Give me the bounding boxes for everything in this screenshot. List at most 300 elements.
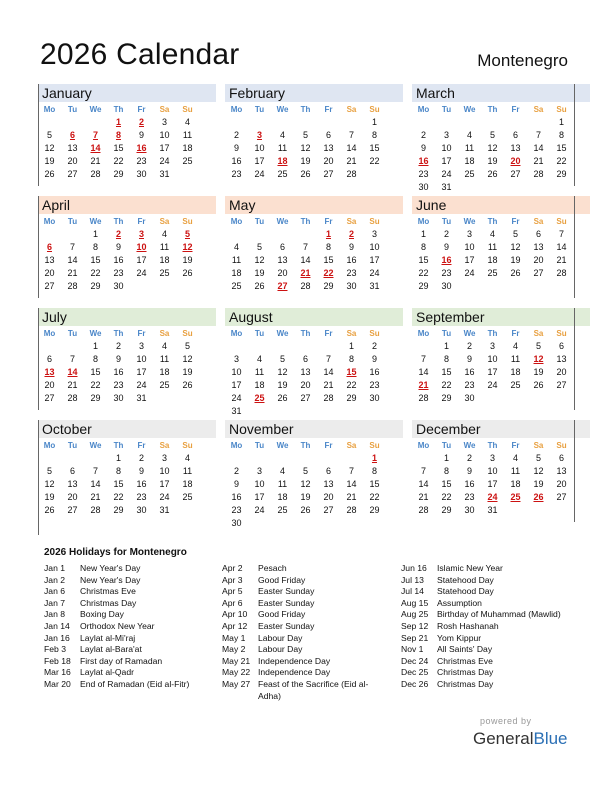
- day-cell[interactable]: 29: [113, 505, 124, 515]
- day-cell[interactable]: 22: [556, 156, 567, 166]
- day-cell[interactable]: 2: [466, 453, 472, 463]
- day-cell[interactable]: 26: [510, 268, 521, 278]
- holiday-day[interactable]: 14: [67, 367, 78, 377]
- day-cell[interactable]: 23: [418, 169, 429, 179]
- day-cell[interactable]: 9: [115, 242, 121, 252]
- day-cell[interactable]: 2: [115, 341, 121, 351]
- day-cell[interactable]: 14: [418, 367, 429, 377]
- day-cell[interactable]: 31: [136, 393, 147, 403]
- day-cell[interactable]: 15: [441, 479, 452, 489]
- day-cell[interactable]: 28: [67, 281, 78, 291]
- day-cell[interactable]: 30: [136, 169, 147, 179]
- day-cell[interactable]: 1: [92, 229, 98, 239]
- day-cell[interactable]: 22: [441, 380, 452, 390]
- day-cell[interactable]: 12: [510, 242, 521, 252]
- day-cell[interactable]: 2: [443, 229, 449, 239]
- day-cell[interactable]: 3: [489, 341, 495, 351]
- day-cell[interactable]: 18: [277, 492, 288, 502]
- day-cell[interactable]: 24: [159, 156, 170, 166]
- day-cell[interactable]: 26: [487, 169, 498, 179]
- day-cell[interactable]: 28: [346, 169, 357, 179]
- day-cell[interactable]: 22: [113, 156, 124, 166]
- day-cell[interactable]: 24: [369, 268, 380, 278]
- day-cell[interactable]: 29: [323, 281, 334, 291]
- day-cell[interactable]: 27: [67, 505, 78, 515]
- day-cell[interactable]: 4: [489, 229, 495, 239]
- day-cell[interactable]: 23: [136, 492, 147, 502]
- day-cell[interactable]: 23: [464, 492, 475, 502]
- day-cell[interactable]: 10: [254, 143, 265, 153]
- day-cell[interactable]: 19: [510, 255, 521, 265]
- day-cell[interactable]: 17: [136, 255, 147, 265]
- day-cell[interactable]: 16: [346, 255, 357, 265]
- day-cell[interactable]: 28: [67, 393, 78, 403]
- day-cell[interactable]: 30: [346, 281, 357, 291]
- day-cell[interactable]: 23: [231, 169, 242, 179]
- day-cell[interactable]: 30: [136, 505, 147, 515]
- day-cell[interactable]: 25: [159, 380, 170, 390]
- day-cell[interactable]: 10: [464, 242, 475, 252]
- day-cell[interactable]: 28: [533, 169, 544, 179]
- day-cell[interactable]: 4: [279, 466, 285, 476]
- holiday-day[interactable]: 15: [346, 367, 357, 377]
- day-cell[interactable]: 19: [44, 156, 55, 166]
- day-cell[interactable]: 26: [254, 281, 265, 291]
- holiday-day[interactable]: 16: [418, 156, 429, 166]
- day-cell[interactable]: 29: [90, 393, 101, 403]
- day-cell[interactable]: 9: [466, 466, 472, 476]
- day-cell[interactable]: 13: [44, 255, 55, 265]
- day-cell[interactable]: 18: [510, 367, 521, 377]
- day-cell[interactable]: 26: [300, 505, 311, 515]
- day-cell[interactable]: 27: [556, 380, 567, 390]
- day-cell[interactable]: 10: [487, 466, 498, 476]
- holiday-day[interactable]: 7: [92, 130, 98, 140]
- day-cell[interactable]: 30: [441, 281, 452, 291]
- holiday-day[interactable]: 13: [44, 367, 55, 377]
- day-cell[interactable]: 1: [558, 117, 564, 127]
- day-cell[interactable]: 12: [254, 255, 265, 265]
- day-cell[interactable]: 8: [325, 242, 331, 252]
- day-cell[interactable]: 27: [44, 393, 55, 403]
- holiday-day[interactable]: 27: [277, 281, 288, 291]
- day-cell[interactable]: 2: [233, 130, 239, 140]
- day-cell[interactable]: 6: [279, 242, 285, 252]
- day-cell[interactable]: 10: [254, 479, 265, 489]
- day-cell[interactable]: 7: [558, 229, 564, 239]
- day-cell[interactable]: 18: [159, 367, 170, 377]
- day-cell[interactable]: 12: [300, 479, 311, 489]
- day-cell[interactable]: 22: [346, 380, 357, 390]
- day-cell[interactable]: 8: [443, 466, 449, 476]
- day-cell[interactable]: 5: [46, 130, 52, 140]
- day-cell[interactable]: 9: [466, 354, 472, 364]
- day-cell[interactable]: 31: [369, 281, 380, 291]
- day-cell[interactable]: 27: [67, 169, 78, 179]
- holiday-day[interactable]: 18: [277, 156, 288, 166]
- day-cell[interactable]: 30: [418, 182, 429, 192]
- day-cell[interactable]: 23: [346, 268, 357, 278]
- day-cell[interactable]: 2: [138, 453, 144, 463]
- holiday-day[interactable]: 14: [90, 143, 101, 153]
- day-cell[interactable]: 5: [184, 341, 190, 351]
- day-cell[interactable]: 16: [113, 367, 124, 377]
- day-cell[interactable]: 29: [418, 281, 429, 291]
- day-cell[interactable]: 19: [487, 156, 498, 166]
- day-cell[interactable]: 19: [300, 492, 311, 502]
- day-cell[interactable]: 15: [90, 367, 101, 377]
- day-cell[interactable]: 28: [418, 393, 429, 403]
- day-cell[interactable]: 20: [277, 268, 288, 278]
- day-cell[interactable]: 20: [556, 479, 567, 489]
- day-cell[interactable]: 5: [535, 453, 541, 463]
- day-cell[interactable]: 24: [159, 492, 170, 502]
- day-cell[interactable]: 6: [69, 466, 75, 476]
- day-cell[interactable]: 17: [369, 255, 380, 265]
- day-cell[interactable]: 18: [487, 255, 498, 265]
- day-cell[interactable]: 22: [369, 492, 380, 502]
- day-cell[interactable]: 14: [556, 242, 567, 252]
- day-cell[interactable]: 6: [325, 466, 331, 476]
- day-cell[interactable]: 8: [420, 242, 426, 252]
- day-cell[interactable]: 9: [348, 242, 354, 252]
- day-cell[interactable]: 13: [510, 143, 521, 153]
- day-cell[interactable]: 27: [44, 281, 55, 291]
- day-cell[interactable]: 3: [233, 354, 239, 364]
- day-cell[interactable]: 8: [92, 242, 98, 252]
- day-cell[interactable]: 4: [184, 117, 190, 127]
- day-cell[interactable]: 6: [512, 130, 518, 140]
- day-cell[interactable]: 13: [67, 479, 78, 489]
- day-cell[interactable]: 18: [182, 479, 193, 489]
- day-cell[interactable]: 7: [420, 354, 426, 364]
- day-cell[interactable]: 20: [67, 492, 78, 502]
- day-cell[interactable]: 2: [466, 341, 472, 351]
- day-cell[interactable]: 14: [346, 479, 357, 489]
- day-cell[interactable]: 4: [161, 229, 167, 239]
- holiday-day[interactable]: 1: [325, 229, 331, 239]
- holiday-day[interactable]: 8: [115, 130, 121, 140]
- day-cell[interactable]: 14: [300, 255, 311, 265]
- day-cell[interactable]: 21: [418, 492, 429, 502]
- day-cell[interactable]: 19: [277, 380, 288, 390]
- day-cell[interactable]: 5: [302, 130, 308, 140]
- day-cell[interactable]: 31: [231, 406, 242, 416]
- day-cell[interactable]: 9: [138, 466, 144, 476]
- day-cell[interactable]: 29: [556, 169, 567, 179]
- day-cell[interactable]: 10: [487, 354, 498, 364]
- day-cell[interactable]: 27: [510, 169, 521, 179]
- day-cell[interactable]: 5: [279, 354, 285, 364]
- day-cell[interactable]: 12: [277, 367, 288, 377]
- day-cell[interactable]: 9: [443, 242, 449, 252]
- day-cell[interactable]: 17: [159, 143, 170, 153]
- day-cell[interactable]: 31: [159, 505, 170, 515]
- day-cell[interactable]: 13: [556, 354, 567, 364]
- day-cell[interactable]: 22: [418, 268, 429, 278]
- day-cell[interactable]: 24: [254, 169, 265, 179]
- day-cell[interactable]: 17: [441, 156, 452, 166]
- day-cell[interactable]: 3: [443, 130, 449, 140]
- day-cell[interactable]: 29: [113, 169, 124, 179]
- day-cell[interactable]: 13: [533, 242, 544, 252]
- day-cell[interactable]: 2: [371, 341, 377, 351]
- day-cell[interactable]: 22: [441, 492, 452, 502]
- day-cell[interactable]: 30: [464, 505, 475, 515]
- day-cell[interactable]: 4: [279, 130, 285, 140]
- day-cell[interactable]: 1: [92, 341, 98, 351]
- day-cell[interactable]: 28: [90, 505, 101, 515]
- day-cell[interactable]: 17: [487, 367, 498, 377]
- day-cell[interactable]: 6: [325, 130, 331, 140]
- day-cell[interactable]: 26: [533, 380, 544, 390]
- day-cell[interactable]: 15: [369, 479, 380, 489]
- day-cell[interactable]: 7: [348, 130, 354, 140]
- day-cell[interactable]: 18: [231, 268, 242, 278]
- day-cell[interactable]: 23: [441, 268, 452, 278]
- day-cell[interactable]: 25: [231, 281, 242, 291]
- day-cell[interactable]: 7: [69, 354, 75, 364]
- day-cell[interactable]: 26: [44, 505, 55, 515]
- holiday-day[interactable]: 1: [115, 117, 121, 127]
- day-cell[interactable]: 22: [113, 492, 124, 502]
- day-cell[interactable]: 26: [182, 268, 193, 278]
- day-cell[interactable]: 6: [558, 341, 564, 351]
- holiday-day[interactable]: 25: [254, 393, 265, 403]
- day-cell[interactable]: 24: [441, 169, 452, 179]
- day-cell[interactable]: 16: [136, 479, 147, 489]
- day-cell[interactable]: 4: [466, 130, 472, 140]
- holiday-day[interactable]: 2: [348, 229, 354, 239]
- day-cell[interactable]: 8: [371, 466, 377, 476]
- day-cell[interactable]: 9: [233, 479, 239, 489]
- day-cell[interactable]: 29: [369, 505, 380, 515]
- day-cell[interactable]: 5: [535, 341, 541, 351]
- day-cell[interactable]: 13: [556, 466, 567, 476]
- day-cell[interactable]: 11: [254, 367, 265, 377]
- holiday-day[interactable]: 10: [136, 242, 147, 252]
- day-cell[interactable]: 6: [558, 453, 564, 463]
- day-cell[interactable]: 21: [346, 492, 357, 502]
- day-cell[interactable]: 11: [487, 242, 498, 252]
- day-cell[interactable]: 30: [113, 281, 124, 291]
- day-cell[interactable]: 11: [510, 466, 521, 476]
- day-cell[interactable]: 1: [443, 453, 449, 463]
- day-cell[interactable]: 2: [420, 130, 426, 140]
- day-cell[interactable]: 20: [67, 156, 78, 166]
- day-cell[interactable]: 21: [533, 156, 544, 166]
- day-cell[interactable]: 4: [512, 341, 518, 351]
- day-cell[interactable]: 11: [159, 354, 170, 364]
- day-cell[interactable]: 18: [182, 143, 193, 153]
- day-cell[interactable]: 10: [159, 466, 170, 476]
- day-cell[interactable]: 20: [556, 367, 567, 377]
- day-cell[interactable]: 1: [420, 229, 426, 239]
- holiday-day[interactable]: 21: [418, 380, 429, 390]
- day-cell[interactable]: 29: [441, 393, 452, 403]
- day-cell[interactable]: 25: [510, 380, 521, 390]
- day-cell[interactable]: 28: [300, 281, 311, 291]
- day-cell[interactable]: 4: [512, 453, 518, 463]
- day-cell[interactable]: 26: [44, 169, 55, 179]
- day-cell[interactable]: 23: [464, 380, 475, 390]
- day-cell[interactable]: 3: [489, 453, 495, 463]
- day-cell[interactable]: 17: [487, 479, 498, 489]
- day-cell[interactable]: 19: [182, 367, 193, 377]
- day-cell[interactable]: 14: [90, 479, 101, 489]
- holiday-day[interactable]: 1: [371, 453, 377, 463]
- day-cell[interactable]: 4: [184, 453, 190, 463]
- day-cell[interactable]: 23: [136, 156, 147, 166]
- day-cell[interactable]: 6: [302, 354, 308, 364]
- day-cell[interactable]: 10: [159, 130, 170, 140]
- day-cell[interactable]: 3: [138, 341, 144, 351]
- holiday-day[interactable]: 24: [487, 492, 498, 502]
- day-cell[interactable]: 10: [231, 367, 242, 377]
- day-cell[interactable]: 5: [512, 229, 518, 239]
- day-cell[interactable]: 3: [371, 229, 377, 239]
- day-cell[interactable]: 9: [138, 130, 144, 140]
- holiday-day[interactable]: 21: [300, 268, 311, 278]
- day-cell[interactable]: 16: [113, 255, 124, 265]
- day-cell[interactable]: 28: [346, 505, 357, 515]
- day-cell[interactable]: 16: [464, 367, 475, 377]
- day-cell[interactable]: 31: [441, 182, 452, 192]
- holiday-day[interactable]: 16: [441, 255, 452, 265]
- day-cell[interactable]: 12: [487, 143, 498, 153]
- day-cell[interactable]: 12: [44, 143, 55, 153]
- day-cell[interactable]: 9: [115, 354, 121, 364]
- day-cell[interactable]: 14: [418, 479, 429, 489]
- day-cell[interactable]: 25: [182, 156, 193, 166]
- day-cell[interactable]: 27: [323, 505, 334, 515]
- day-cell[interactable]: 7: [420, 466, 426, 476]
- day-cell[interactable]: 5: [489, 130, 495, 140]
- day-cell[interactable]: 11: [277, 479, 288, 489]
- day-cell[interactable]: 22: [90, 268, 101, 278]
- day-cell[interactable]: 24: [136, 268, 147, 278]
- day-cell[interactable]: 5: [256, 242, 262, 252]
- day-cell[interactable]: 9: [371, 354, 377, 364]
- day-cell[interactable]: 29: [90, 281, 101, 291]
- day-cell[interactable]: 18: [159, 255, 170, 265]
- day-cell[interactable]: 29: [441, 505, 452, 515]
- day-cell[interactable]: 19: [533, 479, 544, 489]
- day-cell[interactable]: 24: [231, 393, 242, 403]
- day-cell[interactable]: 7: [535, 130, 541, 140]
- day-cell[interactable]: 20: [300, 380, 311, 390]
- day-cell[interactable]: 16: [231, 156, 242, 166]
- day-cell[interactable]: 17: [254, 156, 265, 166]
- day-cell[interactable]: 14: [323, 367, 334, 377]
- day-cell[interactable]: 27: [556, 492, 567, 502]
- day-cell[interactable]: 20: [44, 268, 55, 278]
- holiday-day[interactable]: 3: [138, 229, 144, 239]
- day-cell[interactable]: 4: [256, 354, 262, 364]
- day-cell[interactable]: 29: [346, 393, 357, 403]
- day-cell[interactable]: 9: [420, 143, 426, 153]
- day-cell[interactable]: 20: [323, 492, 334, 502]
- day-cell[interactable]: 11: [182, 130, 193, 140]
- day-cell[interactable]: 8: [443, 354, 449, 364]
- day-cell[interactable]: 23: [231, 505, 242, 515]
- day-cell[interactable]: 23: [113, 380, 124, 390]
- day-cell[interactable]: 20: [44, 380, 55, 390]
- day-cell[interactable]: 23: [113, 268, 124, 278]
- day-cell[interactable]: 18: [510, 479, 521, 489]
- day-cell[interactable]: 21: [67, 268, 78, 278]
- day-cell[interactable]: 8: [115, 466, 121, 476]
- holiday-day[interactable]: 20: [510, 156, 521, 166]
- day-cell[interactable]: 26: [182, 380, 193, 390]
- day-cell[interactable]: 24: [464, 268, 475, 278]
- day-cell[interactable]: 18: [464, 156, 475, 166]
- day-cell[interactable]: 15: [90, 255, 101, 265]
- day-cell[interactable]: 28: [556, 268, 567, 278]
- day-cell[interactable]: 30: [113, 393, 124, 403]
- day-cell[interactable]: 27: [533, 268, 544, 278]
- holiday-day[interactable]: 26: [533, 492, 544, 502]
- day-cell[interactable]: 11: [277, 143, 288, 153]
- day-cell[interactable]: 3: [466, 229, 472, 239]
- day-cell[interactable]: 17: [464, 255, 475, 265]
- day-cell[interactable]: 4: [161, 341, 167, 351]
- day-cell[interactable]: 4: [233, 242, 239, 252]
- day-cell[interactable]: 14: [67, 255, 78, 265]
- day-cell[interactable]: 17: [159, 479, 170, 489]
- day-cell[interactable]: 14: [346, 143, 357, 153]
- day-cell[interactable]: 13: [277, 255, 288, 265]
- day-cell[interactable]: 16: [369, 367, 380, 377]
- day-cell[interactable]: 22: [369, 156, 380, 166]
- day-cell[interactable]: 22: [90, 380, 101, 390]
- day-cell[interactable]: 24: [487, 380, 498, 390]
- day-cell[interactable]: 17: [254, 492, 265, 502]
- day-cell[interactable]: 1: [348, 341, 354, 351]
- day-cell[interactable]: 13: [323, 143, 334, 153]
- day-cell[interactable]: 24: [136, 380, 147, 390]
- day-cell[interactable]: 27: [323, 169, 334, 179]
- day-cell[interactable]: 19: [182, 255, 193, 265]
- holiday-day[interactable]: 2: [138, 117, 144, 127]
- day-cell[interactable]: 17: [136, 367, 147, 377]
- day-cell[interactable]: 11: [464, 143, 475, 153]
- day-cell[interactable]: 30: [369, 393, 380, 403]
- day-cell[interactable]: 16: [464, 479, 475, 489]
- day-cell[interactable]: 1: [371, 117, 377, 127]
- day-cell[interactable]: 8: [92, 354, 98, 364]
- day-cell[interactable]: 21: [90, 492, 101, 502]
- day-cell[interactable]: 28: [323, 393, 334, 403]
- day-cell[interactable]: 30: [464, 393, 475, 403]
- day-cell[interactable]: 25: [277, 169, 288, 179]
- holiday-day[interactable]: 5: [184, 229, 190, 239]
- day-cell[interactable]: 13: [67, 143, 78, 153]
- holiday-day[interactable]: 16: [136, 143, 147, 153]
- day-cell[interactable]: 12: [300, 143, 311, 153]
- day-cell[interactable]: 15: [418, 255, 429, 265]
- day-cell[interactable]: 13: [300, 367, 311, 377]
- day-cell[interactable]: 10: [369, 242, 380, 252]
- day-cell[interactable]: 5: [302, 466, 308, 476]
- day-cell[interactable]: 11: [182, 466, 193, 476]
- day-cell[interactable]: 8: [558, 130, 564, 140]
- holiday-day[interactable]: 12: [533, 354, 544, 364]
- day-cell[interactable]: 28: [90, 169, 101, 179]
- day-cell[interactable]: 25: [464, 169, 475, 179]
- day-cell[interactable]: 8: [348, 354, 354, 364]
- day-cell[interactable]: 30: [231, 518, 242, 528]
